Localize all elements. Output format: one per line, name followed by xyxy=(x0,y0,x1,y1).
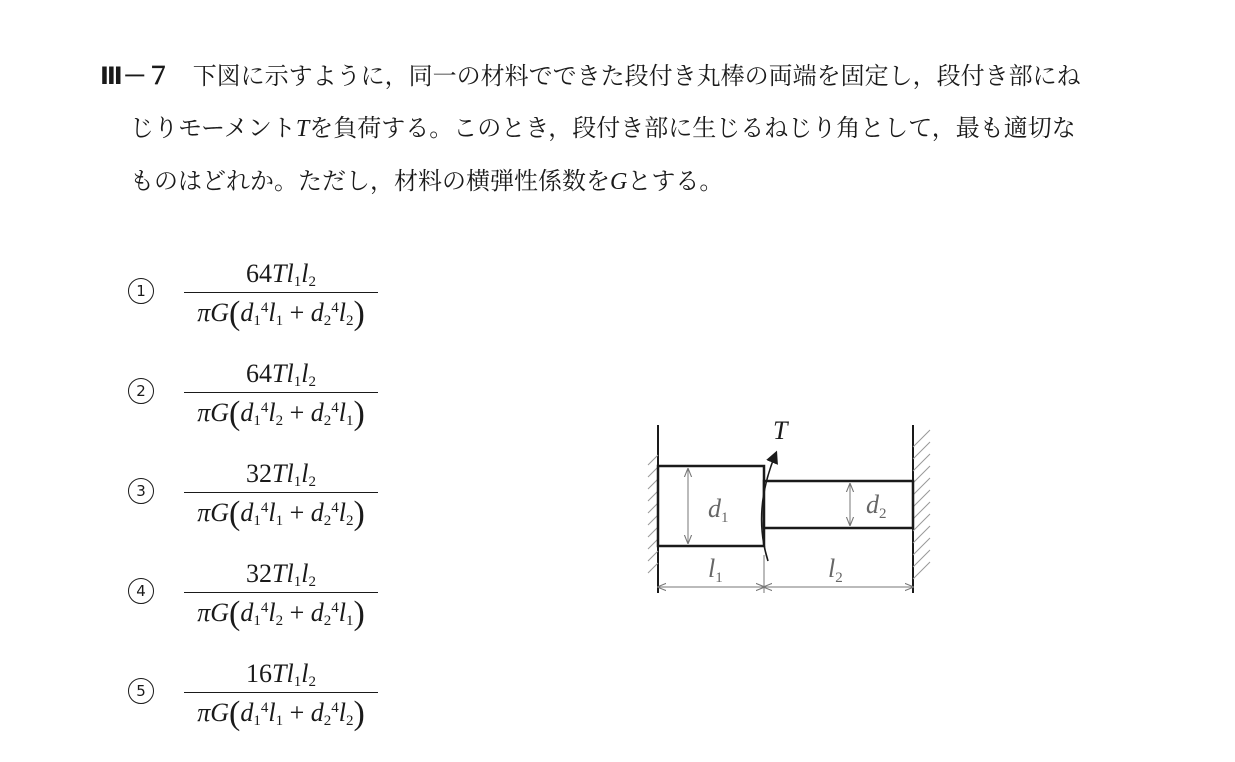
l1-label: l1 xyxy=(708,554,723,586)
choice-marker: 5 xyxy=(128,678,154,704)
fraction-bar xyxy=(184,692,378,693)
left-fixed-wall xyxy=(648,425,658,593)
stepped-shaft-diagram xyxy=(640,405,940,605)
question-line-3: ものはどれか。ただし，材料の横弾性係数をGとする。 xyxy=(130,167,724,195)
fraction-bar xyxy=(184,592,378,593)
question-line-2: じりモーメントTを負荷する。このとき，段付き部に生じるねじり角として，最も適切な xyxy=(130,114,1076,142)
numerator: $16Tl_1l_2$ xyxy=(246,659,316,690)
numerator: $64Tl_1l_2$ xyxy=(246,259,316,290)
denominator: $\pi G(d_1^4l_1 + d_2^4l_2)$ xyxy=(197,295,365,332)
choice-4[interactable] xyxy=(128,558,388,638)
denominator: $\pi G(d_1^4l_1 + d_2^4l_2)$ xyxy=(197,695,365,732)
question-number: Ⅲ－７ xyxy=(100,62,171,90)
choice-marker: 1 xyxy=(128,278,154,304)
choice-marker: 4 xyxy=(128,578,154,604)
choice-marker: 2 xyxy=(128,378,154,404)
numerator: $64Tl_1l_2$ xyxy=(246,359,316,390)
denominator: $\pi G(d_1^4l_1 + d_2^4l_2)$ xyxy=(197,495,365,532)
choice-marker: 3 xyxy=(128,478,154,504)
formula xyxy=(184,258,378,332)
l2-label: l2 xyxy=(828,554,843,586)
question-text xyxy=(100,50,1160,208)
numerator: $32Tl_1l_2$ xyxy=(246,559,316,590)
fraction-bar xyxy=(184,492,378,493)
denominator: $\pi G(d_1^4l_2 + d_2^4l_1)$ xyxy=(197,395,365,432)
choice-1[interactable] xyxy=(128,258,388,338)
numerator: $32Tl_1l_2$ xyxy=(246,459,316,490)
torque-label: T xyxy=(773,416,788,445)
formula xyxy=(184,558,378,632)
choice-2[interactable] xyxy=(128,358,388,438)
fraction-bar xyxy=(184,292,378,293)
formula xyxy=(184,658,378,732)
choice-3[interactable] xyxy=(128,458,388,538)
right-fixed-wall xyxy=(913,425,930,593)
fraction-bar xyxy=(184,392,378,393)
d2-label: d2 xyxy=(866,490,887,522)
formula xyxy=(184,358,378,432)
formula xyxy=(184,458,378,532)
denominator: $\pi G(d_1^4l_2 + d_2^4l_1)$ xyxy=(197,595,365,632)
d1-label: d1 xyxy=(708,494,729,526)
choice-5[interactable] xyxy=(128,658,388,738)
question-line-1: Ⅲ－７ 下図に示すように，同一の材料でできた段付き丸棒の両端を固定し，段付き部にね xyxy=(100,62,1081,90)
shaft-section-2 xyxy=(764,481,913,528)
